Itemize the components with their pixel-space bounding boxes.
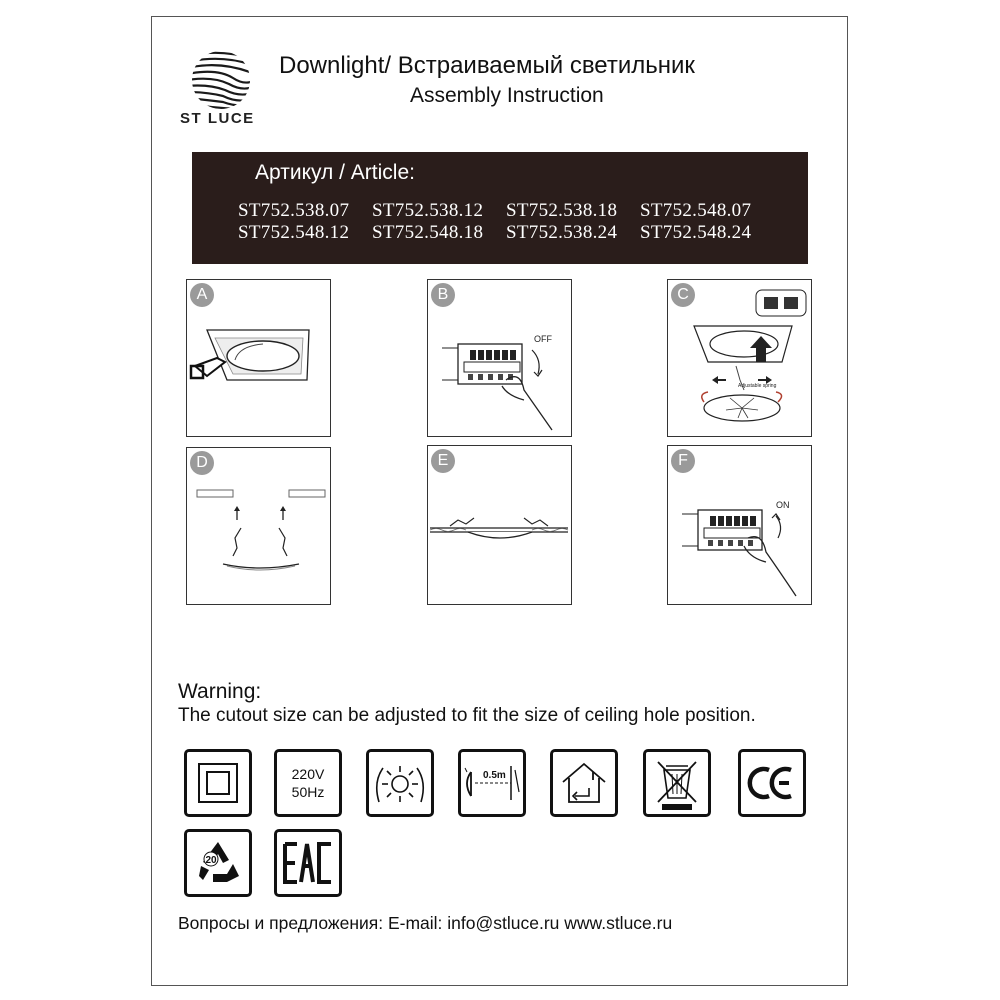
recycle-code: 20 [205,855,217,866]
step-letter: D [190,451,214,475]
step-c-panel [667,279,812,437]
voltage-label: 220V [291,766,325,782]
article-code: ST752.538.07 [238,200,350,221]
step-e-panel [427,445,572,605]
step-f-panel [667,445,812,605]
recycle-icon [184,829,252,897]
step-b-panel [427,279,572,437]
step-d-panel [186,447,331,605]
logo-text: ST LUCE [180,110,255,127]
distance-label: 0.5m [483,770,506,781]
article-box [192,152,808,264]
warning-text: The cutout size can be adjusted to fit the size of ceiling hole position. [178,705,756,726]
ce-mark-icon [738,749,806,817]
article-code: ST752.538.24 [506,222,618,243]
article-code: ST752.548.12 [238,222,350,243]
distance-icon [458,749,526,817]
class-ii-icon [184,749,252,817]
footer-contact: Вопросы и предложения: E-mail: info@stluce.ru www.stluce.ru [178,913,673,933]
warning-title: Warning: [178,680,262,703]
step-a-panel [186,279,331,437]
frequency-label: 50Hz [291,784,325,800]
light-icon [366,749,434,817]
page-subtitle: Assembly Instruction [410,84,604,107]
switch-off-label: OFF [534,334,552,344]
step-letter: F [671,449,695,473]
article-code: ST752.538.18 [506,200,618,221]
step-letter: C [671,283,695,307]
article-code: ST752.548.07 [640,200,752,221]
step-letter: B [431,283,455,307]
switch-on-label: ON [776,500,790,510]
article-label: Артикул / Article: [255,161,415,184]
article-codes-row [238,222,774,244]
step-letter: A [190,283,214,307]
article-code: ST752.548.18 [372,222,484,243]
eac-mark-icon [274,829,342,897]
step-letter: E [431,449,455,473]
indoor-use-icon [550,749,618,817]
adjustable-spring-label: Adjustable spring [738,383,777,389]
article-code: ST752.538.12 [372,200,484,221]
article-code: ST752.548.24 [640,222,752,243]
article-codes-row [238,200,774,222]
voltage-icon [274,749,342,817]
weee-bin-icon [643,749,711,817]
page-title: Downlight/ Встраиваемый светильник [279,52,695,79]
